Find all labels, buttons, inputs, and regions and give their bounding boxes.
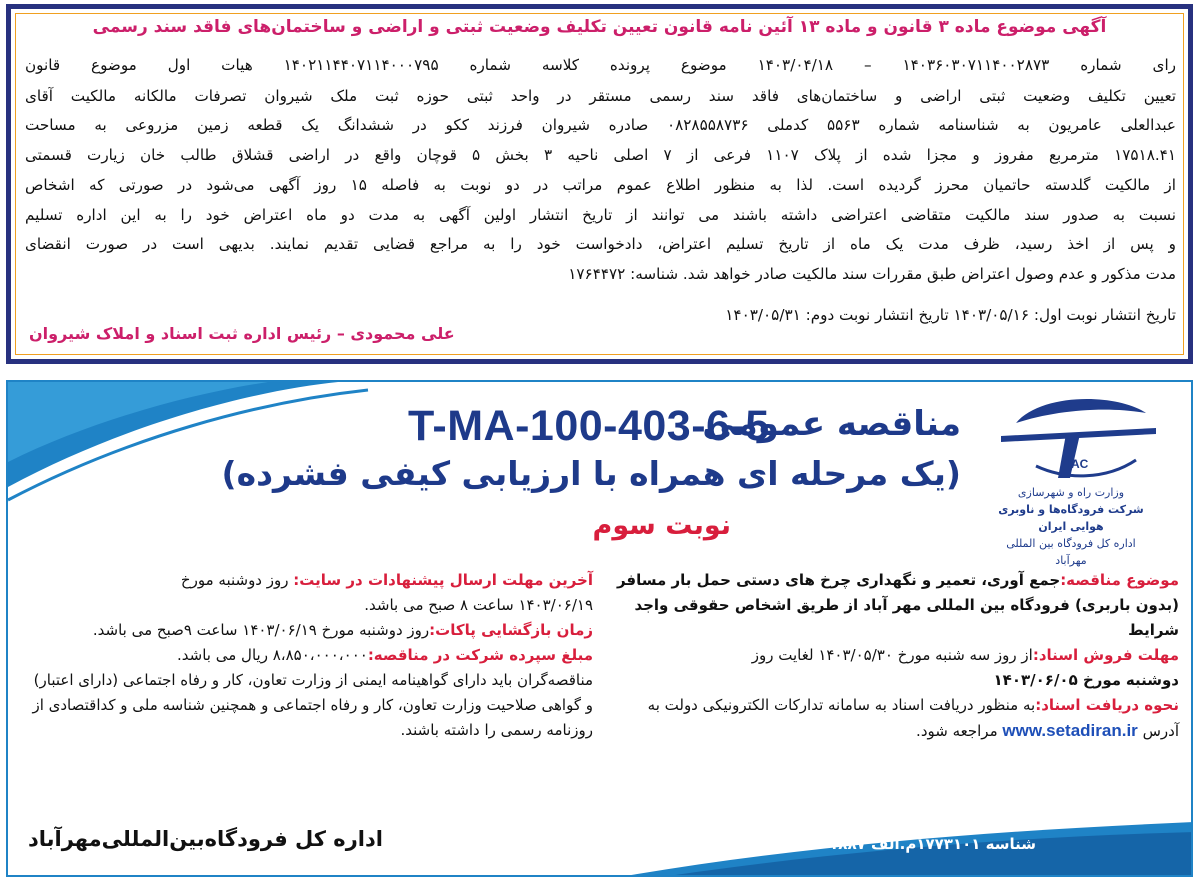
opening-text: روز دوشنبه مورخ ۱۴۰۳/۰۶/۱۹ ساعت ۹صبح می باشد. xyxy=(92,621,430,639)
deposit-text: ۸،۸۵۰،۰۰۰،۰۰۰ ریال می باشد. xyxy=(177,646,368,664)
iac-logo xyxy=(996,388,1161,567)
deadline-label: آخرین مهلت ارسال پیشنهادات در سایت: xyxy=(293,571,593,589)
setadiran-link[interactable]: www.setadiran.ir xyxy=(1002,721,1138,740)
notice-title: آگهی موضوع ماده ۳ قانون و ماده ۱۳ آئین نامه قانون تعیین تکلیف وضعیت ثبتی و اراضی و ساختمان‌های فاقد سند رسمی xyxy=(92,17,1107,37)
notice-line: مدت مذکور و عدم وصول اعتراض طبق مقررات سند مالکیت صادر خواهد شد. شناسه: ۱۷۶۴۴۷۲ xyxy=(568,265,1176,283)
opening-label: زمان بازگشایی پاکات: xyxy=(429,621,593,639)
deposit-label: مبلغ سپرده شرکت در مناقصه: xyxy=(367,646,593,664)
notice-id: شناسه ۱۷۷۳۱۰۱م.الف ۱۸۸۷ xyxy=(829,835,1036,853)
notice-line: عبدالعلی عامریون به شناسنامه شماره ۵۵۶۳ کدملی ۰۸۲۸۵۵۸۷۳۶ صادره شیروان فرزند ککو در ششدانگ یک قطعه زمین مزروعی به مساحت xyxy=(25,116,1176,134)
tender-title: مناقصه عمومی xyxy=(702,404,961,444)
receive-tail: مراجعه شود. xyxy=(916,722,998,740)
tender-subtitle: (یک مرحله ای همراه با ارزیابی کیفی فشرده) xyxy=(221,454,961,493)
tender-details-left xyxy=(27,568,593,743)
requirements-text: مناقصه‌گران باید دارای گواهینامه ایمنی از وزارت تعاون، کار و رفاه اجتماعی (دارای اعتبار) و گواهی صلاحیت وزارت تعاون، کار و رفاه اجتماعی و همچنین شناسه ملی و کداقتصادی از روزنامه رسمی را داشته باشند. xyxy=(32,671,593,739)
tender-notice xyxy=(6,380,1193,877)
receive-label: نحوه دریافت اسناد: xyxy=(1035,696,1179,714)
tender-details-right xyxy=(613,568,1179,744)
sale-day: دوشنبه xyxy=(1125,671,1179,689)
subject-text: جمع آوری، تعمیر و نگهداری چرخ های دستی حمل بار مسافر (بدون باربری) فرودگاه بین المللی مهر آباد از طریق اشخاص حقوقی واجد شرایط xyxy=(616,571,1179,639)
sale-block xyxy=(613,643,1179,693)
notice-line: ۱۷۵۱۸.۴۱ مترمربع مفروز و مجزا شده از پلاک ۱۱۰۷ فرعی از ۷ اصلی ناحیه ۳ بخش ۵ قوچان واقع در اراضی قشلاق طالب خان زیارت قسمتی xyxy=(25,146,1176,164)
tender-code: T-MA-100-403-6-5 xyxy=(408,402,770,450)
sale-text: از روز سه شنبه مورخ ۱۴۰۳/۰۵/۳۰ لغایت روز xyxy=(751,646,1033,664)
receive-text: به منظور دریافت اسناد به سامانه تدارکات الکترونیکی دولت به آدرس xyxy=(647,696,1179,740)
notice-signature: علی محمودی – رئیس اداره ثبت اسناد و املاک شیروان xyxy=(29,324,455,343)
deadline-date: ۱۴۰۳/۰۶/۱۹ ساعت ۸ صبح می باشد. xyxy=(364,596,593,614)
notice-line: تعیین تکلیف وضعیت ثبتی اراضی و ساختمان‌های فاقد سند رسمی مستقر در واحد ثبتی حوزه ثبت ملک شیروان تصرفات مالکانه مالکیت آقای xyxy=(25,87,1176,105)
sale-date: مورخ ۱۴۰۳/۰۶/۰۵ xyxy=(993,671,1122,689)
subject-label: موضوع مناقصه: xyxy=(1060,571,1179,589)
footer-organization: اداره کل فرودگاه‌بین‌المللی‌مهرآباد xyxy=(28,827,383,851)
tender-round: نوبت سوم xyxy=(592,510,731,541)
notice-line: رای شماره ۱۴۰۳۶۰۳۰۷۱۱۴۰۰۲۸۷۳ – ۱۴۰۳/۰۴/۱۸ موضوع پرونده کلاسه شماره ۱۴۰۲۱۱۴۴۰۷۱۱۴۰۰۰۷۹۵ هیات اول موضوع قانون xyxy=(25,56,1176,74)
receive-block xyxy=(613,693,1179,744)
iac-emblem-icon xyxy=(996,388,1161,483)
svg-text:IAC: IAC xyxy=(1067,457,1089,471)
ministry-name: وزارت راه و شهرسازی xyxy=(1017,486,1125,499)
notice-line: از مالکیت گلدسته حاتمیان محرز گردیده است. لذا به منظور اطلاع عموم مراتب در دو نوبت به فاصله ۱۵ روز آگهی می‌شود در صورتی که اشخاص xyxy=(25,176,1176,194)
subject-block xyxy=(613,568,1179,643)
deposit-block xyxy=(27,643,593,668)
directorate-name: اداره کل فرودگاه بین المللی مهرآباد xyxy=(1006,537,1136,567)
notice-line: و پس از اخذ رسید، ظرف مدت یک ماه از تاریخ تسلیم اعتراض، دادخواست خود را به مراجع قضایی تقدیم نمایند. بدیهی است در صورت انقضای xyxy=(25,235,1176,253)
notice-line: نسبت به صدور سند مالکیت متقاضی اعتراضی داشته باشند می توانند از تاریخ انتشار اولین آگهی به مدت دو ماه اعتراض خود را به این اداره تسلیم xyxy=(25,206,1176,224)
sale-label: مهلت فروش اسناد: xyxy=(1032,646,1179,664)
opening-block xyxy=(27,618,593,643)
publish-dates: تاریخ انتشار نوبت اول: ۱۴۰۳/۰۵/۱۶ تاریخ انتشار نوبت دوم: ۱۴۰۳/۰۵/۳۱ xyxy=(725,306,1176,324)
deadline-day: روز دوشنبه مورخ xyxy=(180,571,289,589)
registration-notice xyxy=(6,4,1193,364)
deadline-block xyxy=(27,568,593,618)
company-name: شرکت فرودگاه‌ها و ناوبری هوایی ایران xyxy=(998,503,1144,533)
